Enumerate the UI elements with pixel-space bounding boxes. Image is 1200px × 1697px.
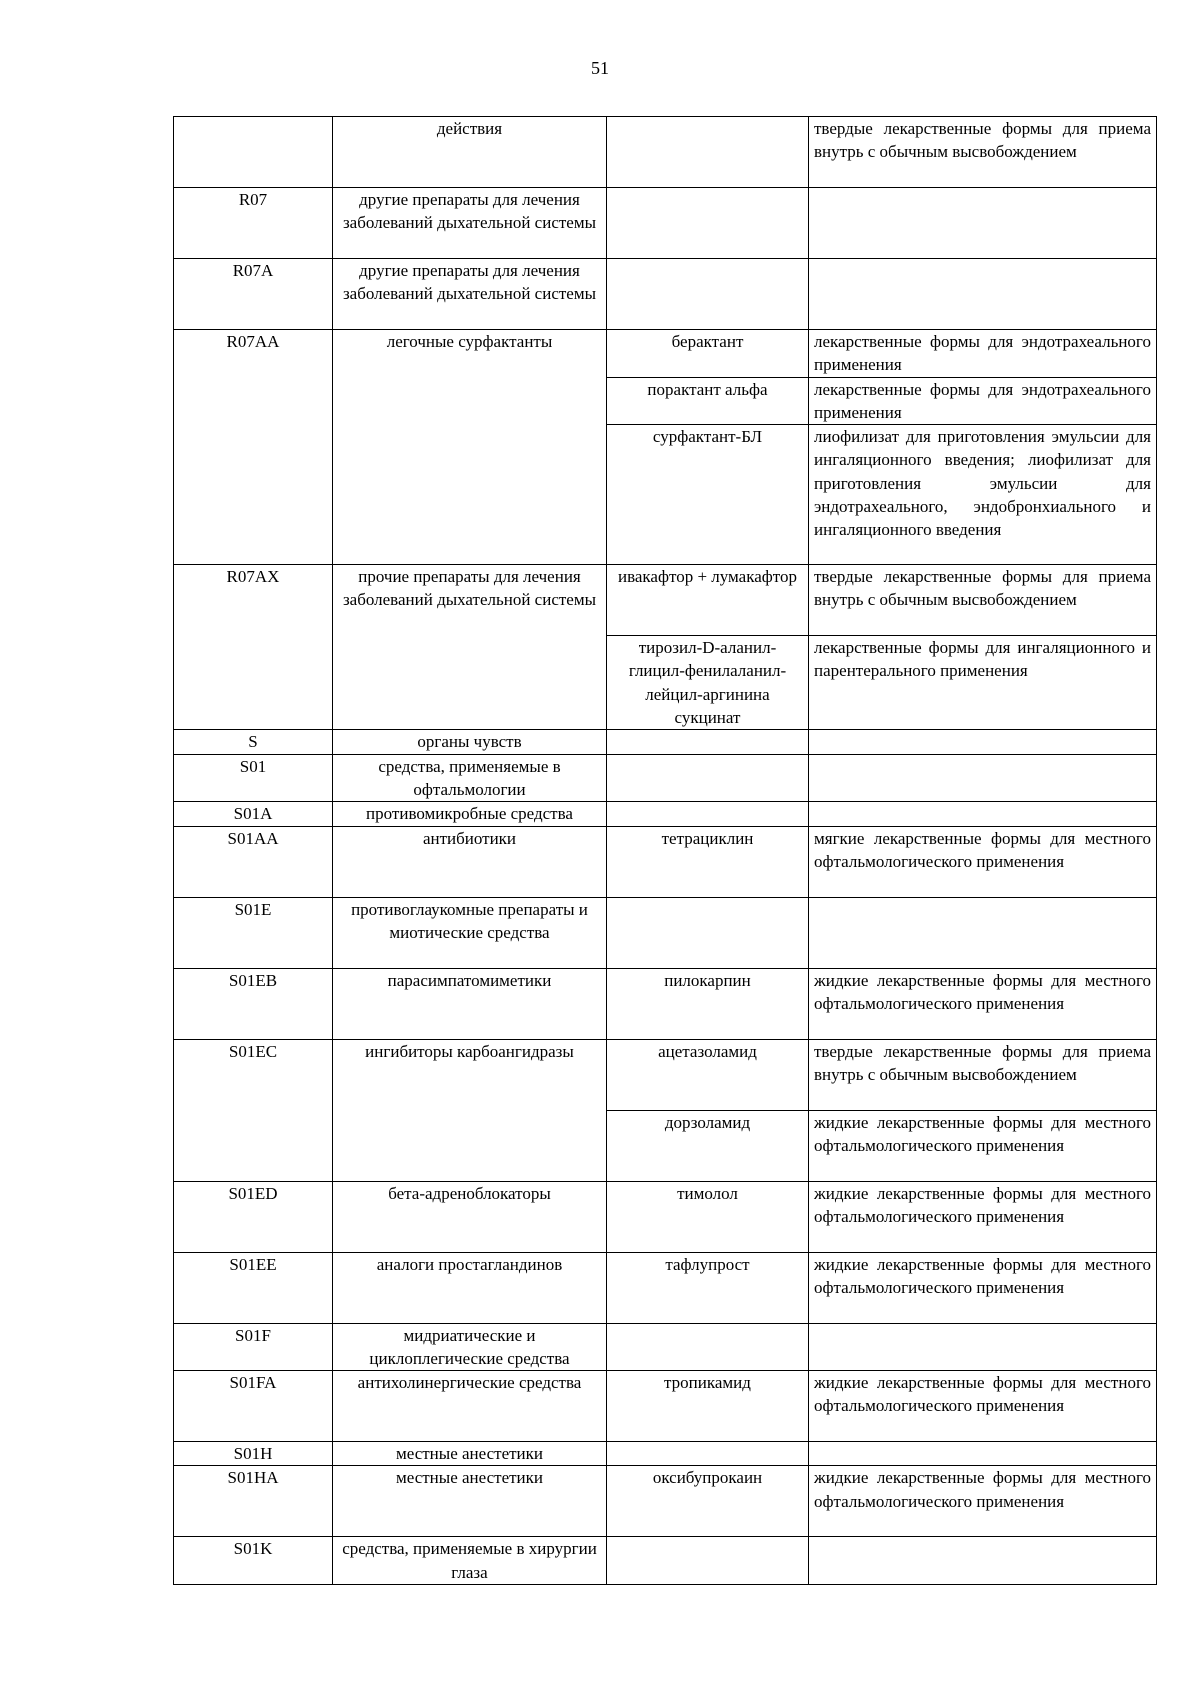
atc-group-cell: легочные сурфактанты <box>333 330 607 565</box>
table-row <box>174 330 1157 378</box>
atc-group-cell: парасимпатомиметики <box>333 968 607 1039</box>
atc-code-cell: S01AA <box>174 826 333 897</box>
atc-group-cell: средства, применяемые в офтальмологии <box>333 754 607 802</box>
atc-group-cell: противоглаукомные препараты и миотические средства <box>333 897 607 968</box>
atc-code-cell: S01K <box>174 1537 333 1585</box>
table-row <box>174 1181 1157 1252</box>
dosage-form-cell: жидкие лекарственные формы для местного офтальмологического применения <box>809 968 1157 1039</box>
atc-code-cell: S <box>174 730 333 754</box>
atc-group-cell: антихолинергические средства <box>333 1371 607 1442</box>
table-row <box>174 565 1157 636</box>
atc-code-cell: R07AA <box>174 330 333 565</box>
atc-group-cell: мидриатические и циклоплегические средства <box>333 1323 607 1371</box>
drug-name-cell <box>607 1323 809 1371</box>
atc-group-cell: противомикробные средства <box>333 802 607 826</box>
atc-group-cell: местные анестетики <box>333 1466 607 1537</box>
dosage-form-cell <box>809 1537 1157 1585</box>
dosage-form-cell <box>809 188 1157 259</box>
dosage-form-cell: лекарственные формы для эндотрахеального применения <box>809 330 1157 378</box>
atc-code-cell: S01H <box>174 1442 333 1466</box>
atc-code-cell <box>174 117 333 188</box>
atc-group-cell: другие препараты для лечения заболеваний дыхательной системы <box>333 259 607 330</box>
drug-name-cell: тетрациклин <box>607 826 809 897</box>
table-row <box>174 1466 1157 1537</box>
drug-name-cell <box>607 730 809 754</box>
drug-name-cell: дорзоламид <box>607 1110 809 1181</box>
table-row <box>174 968 1157 1039</box>
atc-code-cell: S01EE <box>174 1252 333 1323</box>
table-row <box>174 826 1157 897</box>
dosage-form-cell: твердые лекарственные формы для приема внутрь с обычным высвобождением <box>809 565 1157 636</box>
atc-group-cell: другие препараты для лечения заболеваний дыхательной системы <box>333 188 607 259</box>
table-row <box>174 897 1157 968</box>
table-row <box>174 1323 1157 1371</box>
dosage-form-cell: жидкие лекарственные формы для местного офтальмологического применения <box>809 1181 1157 1252</box>
dosage-form-cell: жидкие лекарственные формы для местного офтальмологического применения <box>809 1110 1157 1181</box>
dosage-form-cell: лекарственные формы для эндотрахеального применения <box>809 377 1157 425</box>
atc-group-cell: прочие препараты для лечения заболеваний дыхательной системы <box>333 565 607 730</box>
drug-name-cell: порактант альфа <box>607 377 809 425</box>
atc-group-cell: средства, применяемые в хирургии глаза <box>333 1537 607 1585</box>
drug-name-cell <box>607 754 809 802</box>
drug-name-cell <box>607 802 809 826</box>
drug-name-cell: тимолол <box>607 1181 809 1252</box>
page-number: 51 <box>591 58 609 78</box>
dosage-form-cell <box>809 259 1157 330</box>
dosage-form-cell: мягкие лекарственные формы для местного офтальмологического применения <box>809 826 1157 897</box>
drug-name-cell: тирозил-D-аланил-глицил-фенилаланил-лейцил-аргинина сукцинат <box>607 636 809 730</box>
atc-code-cell: S01F <box>174 1323 333 1371</box>
atc-code-cell: S01HA <box>174 1466 333 1537</box>
table-row <box>174 1252 1157 1323</box>
atc-group-cell: действия <box>333 117 607 188</box>
atc-group-cell: антибиотики <box>333 826 607 897</box>
drug-name-cell <box>607 897 809 968</box>
table-row <box>174 1537 1157 1585</box>
drug-name-cell: оксибупрокаин <box>607 1466 809 1537</box>
table-row <box>174 802 1157 826</box>
atc-code-cell: S01A <box>174 802 333 826</box>
drug-name-cell <box>607 188 809 259</box>
atc-code-cell: S01FA <box>174 1371 333 1442</box>
table-row <box>174 1371 1157 1442</box>
drug-name-cell <box>607 1537 809 1585</box>
dosage-form-cell <box>809 802 1157 826</box>
dosage-form-cell <box>809 1442 1157 1466</box>
atc-group-cell: органы чувств <box>333 730 607 754</box>
atc-group-cell: ингибиторы карбоангидразы <box>333 1039 607 1181</box>
dosage-form-cell: жидкие лекарственные формы для местного офтальмологического применения <box>809 1371 1157 1442</box>
atc-drug-table <box>173 116 1157 1585</box>
dosage-form-cell: твердые лекарственные формы для приема внутрь с обычным высвобождением <box>809 1039 1157 1110</box>
table-row <box>174 730 1157 754</box>
drug-name-cell <box>607 259 809 330</box>
table-row <box>174 1442 1157 1466</box>
table-row <box>174 754 1157 802</box>
dosage-form-cell <box>809 730 1157 754</box>
atc-code-cell: R07AX <box>174 565 333 730</box>
drug-name-cell: берактант <box>607 330 809 378</box>
atc-code-cell: S01EB <box>174 968 333 1039</box>
table-row <box>174 117 1157 188</box>
drug-name-cell: ацетазоламид <box>607 1039 809 1110</box>
drug-name-cell: тафлупрост <box>607 1252 809 1323</box>
table-row <box>174 1039 1157 1110</box>
drug-name-cell: тропикамид <box>607 1371 809 1442</box>
drug-name-cell <box>607 1442 809 1466</box>
table-row <box>174 188 1157 259</box>
table-row <box>174 259 1157 330</box>
atc-group-cell: аналоги простагландинов <box>333 1252 607 1323</box>
dosage-form-cell <box>809 897 1157 968</box>
atc-code-cell: S01ED <box>174 1181 333 1252</box>
atc-group-cell: местные анестетики <box>333 1442 607 1466</box>
dosage-form-cell <box>809 754 1157 802</box>
drug-name-cell: сурфактант-БЛ <box>607 425 809 565</box>
atc-code-cell: R07 <box>174 188 333 259</box>
drug-name-cell <box>607 117 809 188</box>
atc-code-cell: S01EC <box>174 1039 333 1181</box>
dosage-form-cell: лиофилизат для приготовления эмульсии для ингаляционного введения; лиофилизат для приготовления эмульсии для эндотрахеального, эндобронхиального и ингаляционного введения <box>809 425 1157 565</box>
dosage-form-cell: жидкие лекарственные формы для местного офтальмологического применения <box>809 1466 1157 1537</box>
atc-group-cell: бета-адреноблокаторы <box>333 1181 607 1252</box>
dosage-form-cell: жидкие лекарственные формы для местного офтальмологического применения <box>809 1252 1157 1323</box>
drug-name-cell: ивакафтор + лумакафтор <box>607 565 809 636</box>
atc-code-cell: S01 <box>174 754 333 802</box>
dosage-form-cell <box>809 1323 1157 1371</box>
drug-name-cell: пилокарпин <box>607 968 809 1039</box>
dosage-form-cell: лекарственные формы для ингаляционного и парентерального применения <box>809 636 1157 730</box>
atc-code-cell: S01E <box>174 897 333 968</box>
dosage-form-cell: твердые лекарственные формы для приема внутрь с обычным высвобождением <box>809 117 1157 188</box>
atc-code-cell: R07A <box>174 259 333 330</box>
